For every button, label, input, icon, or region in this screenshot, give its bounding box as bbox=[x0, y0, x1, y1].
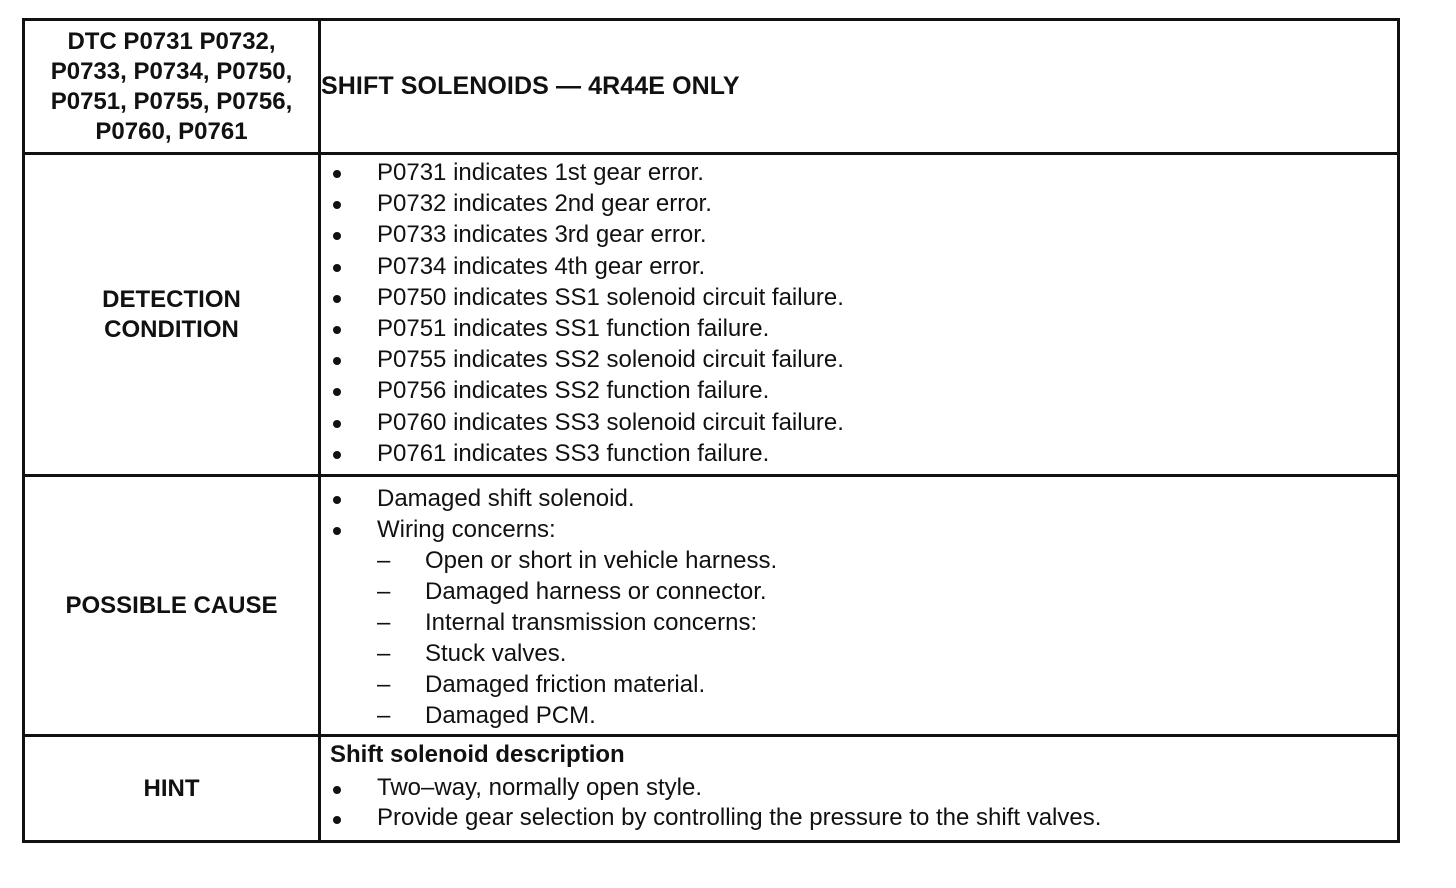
list-item: P0760 indicates SS3 solenoid circuit failure. bbox=[329, 407, 1397, 438]
list-item: Damaged shift solenoid. bbox=[329, 483, 1397, 514]
sub-list-item bbox=[377, 669, 1397, 700]
sub-item-text: Open or short in vehicle harness. bbox=[425, 547, 778, 575]
list-item bbox=[329, 514, 1397, 731]
hint-label: HINT bbox=[24, 736, 320, 842]
hint-row bbox=[24, 736, 1399, 842]
detection-label bbox=[25, 285, 318, 345]
list-item: P0731 indicates 1st gear error. bbox=[329, 157, 1397, 188]
cause-label: POSSIBLE CAUSE bbox=[24, 476, 320, 736]
dash-mark: – bbox=[377, 547, 391, 575]
cause-content-cell bbox=[320, 476, 1399, 736]
detection-row bbox=[24, 154, 1399, 476]
sub-item-text: Damaged friction material. bbox=[425, 671, 706, 699]
detection-list bbox=[321, 155, 1397, 469]
hint-title: Shift solenoid description bbox=[330, 741, 625, 768]
detection-label-line: DETECTION bbox=[102, 285, 241, 313]
dtc-codes-cell bbox=[24, 20, 320, 154]
sub-list-item bbox=[377, 576, 1397, 607]
dtc-codes bbox=[25, 27, 318, 147]
hint-list bbox=[321, 771, 1397, 833]
list-item: Two–way, normally open style. bbox=[329, 773, 1397, 803]
dtc-code-line: DTC P0731 P0732, bbox=[67, 27, 276, 55]
sub-list-item bbox=[377, 700, 1397, 731]
detection-label-cell bbox=[24, 154, 320, 476]
sub-item-text: Stuck valves. bbox=[425, 640, 567, 668]
sub-item-text: Internal transmission concerns: bbox=[425, 609, 758, 637]
dtc-code-line: P0760, P0761 bbox=[95, 117, 248, 145]
sub-item-text: Damaged PCM. bbox=[425, 702, 596, 730]
wiring-sublist bbox=[377, 545, 1397, 731]
dtc-table bbox=[22, 18, 1400, 843]
sub-list-item bbox=[377, 607, 1397, 638]
cause-list bbox=[321, 477, 1397, 731]
dash-mark: – bbox=[377, 609, 391, 637]
list-item: P0761 indicates SS3 function failure. bbox=[329, 438, 1397, 469]
detection-content-cell bbox=[320, 154, 1399, 476]
list-item: P0734 indicates 4th gear error. bbox=[329, 251, 1397, 282]
sub-list-item bbox=[377, 638, 1397, 669]
list-item: P0755 indicates SS2 solenoid circuit failure. bbox=[329, 344, 1397, 375]
dash-mark: – bbox=[377, 671, 391, 699]
section-title: SHIFT SOLENOIDS — 4R44E ONLY bbox=[320, 20, 1399, 154]
sub-list-item bbox=[377, 545, 1397, 576]
dash-mark: – bbox=[377, 578, 391, 606]
list-item: P0751 indicates SS1 function failure. bbox=[329, 313, 1397, 344]
header-row bbox=[24, 20, 1399, 154]
detection-label-line: CONDITION bbox=[104, 315, 239, 343]
list-item: P0750 indicates SS1 solenoid circuit failure. bbox=[329, 282, 1397, 313]
hint-content-cell bbox=[320, 736, 1399, 842]
list-item: P0756 indicates SS2 function failure. bbox=[329, 375, 1397, 406]
cause-row bbox=[24, 476, 1399, 736]
sub-item-text: Damaged harness or connector. bbox=[425, 578, 767, 606]
list-item: P0733 indicates 3rd gear error. bbox=[329, 219, 1397, 250]
dtc-code-line: P0733, P0734, P0750, bbox=[50, 57, 293, 85]
dash-mark: – bbox=[377, 640, 391, 668]
list-item: P0732 indicates 2nd gear error. bbox=[329, 188, 1397, 219]
wiring-concerns-text: Wiring concerns: bbox=[377, 516, 556, 544]
dash-mark: – bbox=[377, 702, 391, 730]
dtc-code-line: P0751, P0755, P0756, bbox=[50, 87, 293, 115]
list-item: Provide gear selection by controlling the pressure to the shift valves. bbox=[329, 803, 1397, 833]
